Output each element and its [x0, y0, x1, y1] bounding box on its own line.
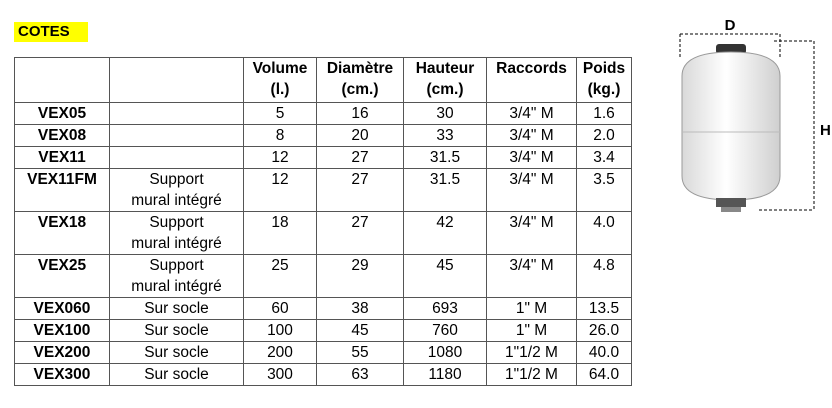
table-row: [15, 212, 632, 255]
table-cell: 12: [244, 147, 317, 169]
column-header-line: (cm.): [341, 81, 379, 98]
table-cell: 1180: [404, 364, 487, 386]
column-header-line: Volume: [252, 60, 308, 77]
table-cell: 12: [244, 169, 317, 212]
model-cell: VEX200: [15, 342, 110, 364]
table-cell: 200: [244, 342, 317, 364]
table-cell: 38: [317, 298, 404, 320]
table-row: [15, 255, 632, 298]
table-cell: 1"1/2 M: [487, 364, 577, 386]
column-header-2: [244, 58, 317, 103]
table-cell: 3/4" M: [487, 255, 577, 298]
column-header-line: Poids: [582, 60, 626, 77]
column-header-line: Hauteur: [415, 60, 475, 77]
table-row: [15, 169, 632, 212]
table-cell: 33: [404, 125, 487, 147]
table-cell: 45: [404, 255, 487, 298]
model-cell: VEX08: [15, 125, 110, 147]
table-row: [15, 103, 632, 125]
table-cell: 3/4" M: [487, 103, 577, 125]
tank-body: [682, 52, 780, 200]
table-cell: 693: [404, 298, 487, 320]
table-cell: 4.8: [577, 255, 632, 298]
table-cell: [110, 103, 244, 125]
model-cell: VEX060: [15, 298, 110, 320]
table-cell: 29: [317, 255, 404, 298]
table-cell: 3.5: [577, 169, 632, 212]
table-row: [15, 147, 632, 169]
tank-connector: [716, 198, 746, 207]
table-cell: 27: [317, 169, 404, 212]
table-body: [15, 103, 632, 386]
table-cell: 4.0: [577, 212, 632, 255]
table-cell: 300: [244, 364, 317, 386]
tank-dimension-diagram: [664, 18, 832, 218]
table-row: [15, 298, 632, 320]
column-header-line: (cm.): [426, 81, 464, 98]
table-cell: 13.5: [577, 298, 632, 320]
model-cell: VEX300: [15, 364, 110, 386]
table-cell: 45: [317, 320, 404, 342]
model-cell: VEX100: [15, 320, 110, 342]
table-row: [15, 125, 632, 147]
table-cell: 31.5: [404, 169, 487, 212]
column-header-4: [404, 58, 487, 103]
table-row: [15, 364, 632, 386]
table-cell: 64.0: [577, 364, 632, 386]
table-cell: [110, 125, 244, 147]
model-cell: VEX18: [15, 212, 110, 255]
model-cell: VEX25: [15, 255, 110, 298]
table-cell: 3/4" M: [487, 212, 577, 255]
table-cell: 1080: [404, 342, 487, 364]
table-cell: 1" M: [487, 320, 577, 342]
model-cell: VEX11: [15, 147, 110, 169]
table-cell: 30: [404, 103, 487, 125]
table-cell: Support mural intégré: [110, 255, 244, 298]
table-cell: 27: [317, 147, 404, 169]
table-cell: 63: [317, 364, 404, 386]
table-cell: 16: [317, 103, 404, 125]
column-header-1: [110, 58, 244, 103]
table-cell: 1.6: [577, 103, 632, 125]
table-cell: 27: [317, 212, 404, 255]
table-cell: 55: [317, 342, 404, 364]
table-cell: Support mural intégré: [110, 169, 244, 212]
table-cell: 3.4: [577, 147, 632, 169]
column-header-3: [317, 58, 404, 103]
table-cell: 26.0: [577, 320, 632, 342]
table-cell: 1"1/2 M: [487, 342, 577, 364]
table-cell: 5: [244, 103, 317, 125]
model-cell: VEX05: [15, 103, 110, 125]
table-cell: 31.5: [404, 147, 487, 169]
table-cell: Sur socle: [110, 320, 244, 342]
table-cell: 3/4" M: [487, 125, 577, 147]
table-cell: [110, 147, 244, 169]
table-cell: 760: [404, 320, 487, 342]
table-cell: 3/4" M: [487, 147, 577, 169]
section-label: COTES: [14, 22, 88, 42]
height-label: H: [820, 122, 831, 139]
table-cell: Support mural intégré: [110, 212, 244, 255]
table-cell: Sur socle: [110, 364, 244, 386]
table-cell: 18: [244, 212, 317, 255]
table-cell: 8: [244, 125, 317, 147]
column-header-line: (l.): [270, 81, 290, 98]
table-row: [15, 320, 632, 342]
column-header-line: Raccords: [496, 60, 567, 77]
diameter-label: D: [724, 18, 736, 34]
table-cell: 40.0: [577, 342, 632, 364]
table-cell: 42: [404, 212, 487, 255]
table-cell: 1" M: [487, 298, 577, 320]
model-cell: VEX11FM: [15, 169, 110, 212]
column-header-line: Diamètre: [326, 60, 394, 77]
table-cell: 100: [244, 320, 317, 342]
table-cell: Sur socle: [110, 298, 244, 320]
column-header-5: [487, 58, 577, 103]
table-row: [15, 342, 632, 364]
spec-table: [14, 57, 632, 386]
table-cell: 3/4" M: [487, 169, 577, 212]
column-header-6: [577, 58, 632, 103]
column-header-0: [15, 58, 110, 103]
table-cell: 20: [317, 125, 404, 147]
table-cell: 60: [244, 298, 317, 320]
table-cell: 25: [244, 255, 317, 298]
table-header-row: [15, 58, 632, 103]
column-header-line: (kg.): [587, 81, 621, 98]
table-cell: Sur socle: [110, 342, 244, 364]
table-cell: 2.0: [577, 125, 632, 147]
